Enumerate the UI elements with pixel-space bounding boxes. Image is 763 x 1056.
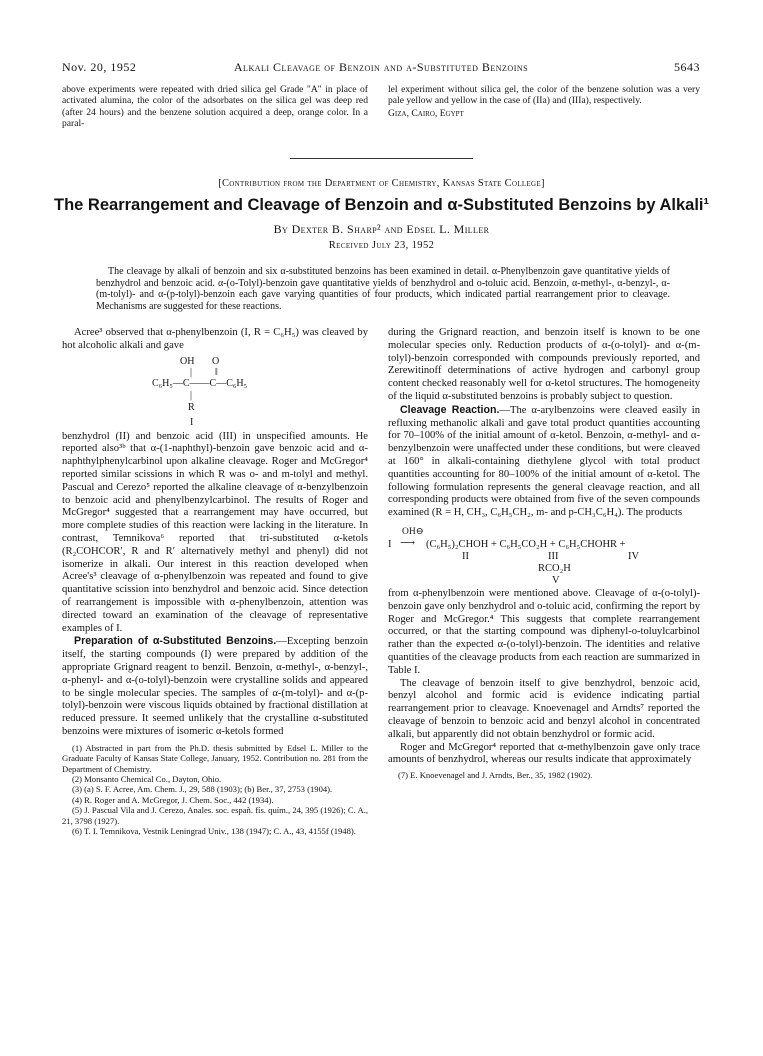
right-column [388, 327, 700, 781]
running-head-date: Nov. 20, 1952 [62, 60, 137, 74]
structure-bond-2: ‖ [215, 366, 218, 378]
right-paragraph-4: The cleavage of benzoin itself to give benzhydrol, benzoic acid, benzyl alcohol and formic acid is evidence indicating partial rearrangement prior to cleavage. Knoevenagel and Arndts⁷ reported the cleavage of benzoin to benzoic acid and benzyl alcohol in concentrated alkali, but apparently did not obtain benzhydrol or formic acid. [388, 677, 700, 740]
structure-r: R [188, 401, 195, 413]
cleavage-heading: Cleavage Reaction. [400, 403, 500, 416]
cleavage-text: —The α-arylbenzoins were cleaved easily in refluxing methanolic alkali and gave total product quantities accounting for 70–100% of the initial amount of α-ketol. Benzoin, α-methyl- and α-benzylbenzoin were unaffected under these conditions, but were cleaved at 160° in alkali-containing diethylene glycol with total product quantities accounting for 80–100% of the initial amount of α-ketol. The following formulation represents the general cleavage reaction, and all corresponding products were obtained from five of the seven compounds examined (R = H, CH₃, C₆H₅CH₂, m- and p-CH₃C₆H₄). The products [388, 404, 701, 519]
left-paragraph-1: Acree³ observed that α-phenylbenzoin (I, R = C₆H₅) was cleaved by hot alcoholic alkali and gave [62, 327, 368, 351]
running-head [62, 60, 700, 76]
footnote-1: (1) Abstracted in part from the Ph.D. thesis submitted by Edsel L. Miller to the Graduate Faculty of Kansas State College, January, 1952. Contribution no. 281 from the Department of Chemistry. [62, 742, 368, 774]
equation-base: OH⊖ [402, 526, 424, 537]
equation-label-III: III [548, 550, 559, 562]
footnote-5: (5) J. Pascual Vila and J. Cerezo, Anales. soc. españ. fís. quím., 24, 395 (1926); C. A., 21, 3798 (1927). [62, 805, 368, 826]
structure-bond-1: | [190, 366, 193, 378]
right-paragraph-5: Roger and McGregor⁴ reported that α-methylbenzoin gave only trace amounts of benzhydrol, whereas our results indicate that approximately [388, 741, 700, 766]
equation-rco2h: RCO₂H [538, 562, 571, 574]
left-column [62, 327, 368, 836]
preparation-heading: Preparation of α-Substituted Benzoins. [74, 635, 277, 648]
structure-formula-I [62, 353, 368, 431]
structure-chain: C₆H₅—C——C—C₆H₅ [152, 377, 248, 389]
footnote-6: (6) T. I. Temnikova, Vestnik Leningrad Univ., 138 (1947); C. A., 43, 4155f (1948). [72, 825, 356, 836]
prev-article-left-text: above experiments were repeated with dried silica gel Grade "A" in place of activated alumina, the color of the adsorbates on the silica gel was deep red (after 24 hours) and the benzene solution acquired a deep, orange color. In a paral- [62, 84, 368, 130]
right-paragraph-3: from α-phenylbenzoin were mentioned above. Cleavage of α-(o-tolyl)-benzoin gave only benzhydrol and o-toluic acid, confirming the report by Roger and McGregor.⁴ This suggests that complete rearrangement occurred, or that the starting compound was diphenyl-o-toluylcarbinol rather than the expected α-(o-tolyl)-benzoin. The identities and relative quantities of the cleavage products from each reaction are summarized in Table I. [388, 587, 700, 676]
equation-reactant: I [388, 538, 392, 550]
received-date: Received July 23, 1952 [328, 240, 435, 251]
equation-products: (C₆H₅)₂CHOH + C₆H₅CO₂H + C₆H₅CHOHR + [426, 538, 626, 550]
prev-article-left [62, 84, 368, 130]
footnote-7: (7) E. Knoevenagel and J. Arndts, Ber., 35, 1982 (1902). [398, 770, 593, 781]
abstract [96, 266, 670, 312]
footnote-2: (2) Monsanto Chemical Co., Dayton, Ohio. [72, 773, 222, 784]
right-paragraph-1: during the Grignard reaction, and benzoin itself is known to be one molecular species only. Reduction products of α-(o-tolyl)- and α-(m-tolyl)-benzoin corresponded with compounds previously reported, and Zerewitinoff determinations of active hydrogen and carbonyl group content checked reasonably well for α-ketol structures. The homogeneity of the liquid α-substituted benzoins is probably subject to question. [388, 327, 700, 402]
section-divider [290, 158, 473, 159]
right-paragraph-2 [388, 404, 700, 520]
prev-article-right [388, 84, 700, 119]
footnote-4: (4) R. Roger and A. McGregor, J. Chem. Soc., 442 (1934). [72, 794, 274, 805]
structure-o: O [212, 355, 220, 367]
abstract-text: The cleavage by alkali of benzoin and six α-substituted benzoins has been examined in detail. α-Phenylbenzoin gave quantitative yields of benzhydrol and benzoic acid. α-(o-Tolyl)-benzoin gave quantitative yields of benzhydrol and o-toluic acid. Benzoin, α-methyl-, α-benzyl-, α-(m-tolyl)- and α-(p-tolyl)-benzoin each gave varying quantities of four products, which indicated partial rearrangement prior to cleavage. Mechanisms are suggested for these reactions. [96, 266, 670, 312]
cleavage-equation [388, 520, 700, 588]
structure-bond-3: | [190, 389, 193, 401]
contribution-line: [Contribution from the Department of Chemistry, Kansas State College] [218, 178, 545, 189]
structure-oh: OH [180, 355, 195, 367]
equation-arrow: ⟶ [400, 537, 416, 549]
equation-label-II: II [462, 550, 469, 562]
right-footnotes [388, 770, 700, 780]
left-footnotes [62, 743, 368, 837]
article-authors: By Dexter B. Sharp² and Edsel L. Miller [273, 222, 490, 236]
equation-label-V: V [552, 574, 560, 586]
equation-label-IV: IV [628, 550, 640, 562]
article-title: The Rearrangement and Cleavage of Benzoin and α-Substituted Benzoins by Alkali¹ [54, 196, 709, 214]
prev-article-right-text: lel experiment without silica gel, the color of the benzene solution was a very pale yellow and yellow in the case of (IIa) and (IIIa), respectively. [388, 84, 700, 107]
left-paragraph-3 [62, 635, 368, 738]
footnote-3: (3) (a) S. F. Acree, Am. Chem. J., 29, 588 (1903); (b) Ber., 37, 2753 (1904). [72, 784, 333, 795]
prev-article-affiliation: Giza, Cairo, Egypt [388, 107, 464, 119]
running-head-page: 5643 [674, 60, 700, 74]
structure-label: I [190, 416, 194, 428]
preparation-text: —Excepting benzoin itself, the starting compounds (I) were prepared by addition of the appropriate Grignard reagent to benzil. Benzoin, α-methyl-, α-benzyl-, α-phenyl- and α-(o-tolyl)-benzoin were crystalline solids and appeared to be single molecular species. The samples of α-(m-tolyl)- and α-(p-tolyl)-benzoin were viscous liquids obtained by fractional distillation at reduced pressure. It seemed unlikely that the crystalline α-substituted benzoins were mixtures of isomeric α-ketols formed [62, 636, 369, 737]
left-paragraph-2: benzhydrol (II) and benzoic acid (III) in unspecified amounts. He reported also³ᵇ that α-(1-naphthyl)-benzoin gave benzoic acid and α-naphthylphenylcarbinol upon alkaline cleavage. Roger and McGregor⁴ reported similar scissions in which R was o- and m-tolyl and methyl. Pascual and Cerezo⁵ reported the alkaline cleavage of α-benzylbenzoin to benzoic acid and phenylbenzylcarbinol. The results of Roger and McGregor⁴ suggested that a rearrangement may have occurred, but more complete studies of this reaction were lacking in the literature. In contrast, Temnikova⁶ reported that tri-substituted α-ketols (R₂COHCOR′, R and R′ alternatively methyl and phenyl) did not isomerize in alkali. Our interest in this reaction developed when Acree's³ cleavage of α-phenylbenzoin was repeated and found to give quantitative scission into benzhydrol and benzoic acid. Since detection of rearrangement is impossible with α-phenylbenzoin, attention was directed toward an examination of the cleavage of representative examples of I. [62, 430, 368, 634]
running-head-title: Alkali Cleavage of Benzoin and α-Substituted Benzoins [233, 60, 529, 74]
